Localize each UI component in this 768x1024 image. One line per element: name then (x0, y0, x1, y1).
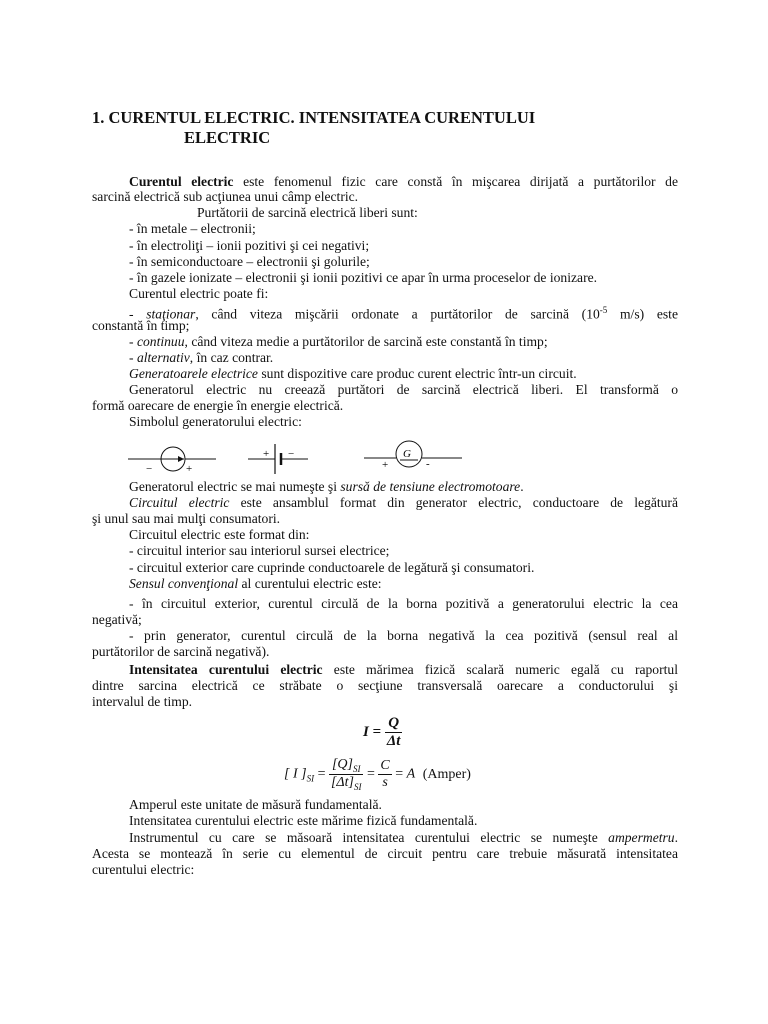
circuit-made-of: Circuitul electric este format din: (129, 527, 310, 542)
title-line-2: ELECTRIC (184, 128, 271, 147)
unit-num-text: [Q] (331, 757, 353, 772)
term-ampermetru: ampermetru (608, 830, 675, 845)
unit-equals-3: = (395, 766, 404, 782)
symbol-intro: Simbolul generatorului electric: (129, 414, 302, 429)
unit-equals: = (317, 766, 326, 782)
carriers-intro: Purtătorii de sarcină electrică liberi sunt: (197, 205, 418, 220)
circuit-line-2: şi unul sau mai mulţi consumatori. (92, 511, 281, 526)
generator-symbol-battery (248, 444, 308, 474)
formula-unit (284, 757, 471, 792)
definition-line-2: sarcină electrică sub acţiunea unui câmp electric. (92, 189, 359, 204)
period: . (674, 830, 678, 845)
formula-fraction (385, 715, 403, 750)
definition-text: este fenomenul fizic care constă în mişcarea dirijată a purtătorilor de (233, 174, 678, 189)
continuous-text: , când viteza medie a purtătorilor de sarcină este constantă în timp; (184, 334, 548, 349)
page-title (92, 108, 536, 147)
ammeter-line-2: Acesta se montează în serie cu elementul de circuit pentru care trebuie măsurată intensitatea (92, 846, 678, 861)
intensity-line-3: intervalul de timp. (92, 694, 193, 709)
term-continuu: continuu (136, 334, 185, 349)
plus-label: + (382, 459, 389, 471)
intensity-text: este mărimea fizică scalară numeric egală cu raportul (322, 662, 678, 677)
term-generatoarele: Generatoarele electrice (129, 366, 258, 381)
term-intensitatea: Intensitatea curentului electric (129, 662, 323, 677)
term-sursa: sursă de tensiune electromotoare (340, 479, 521, 494)
generators-line (129, 366, 577, 382)
unit-numerator (329, 757, 364, 775)
stationary-line-1 (129, 302, 678, 323)
intensity-fundamental: Intensitatea curentului electric este mărime fizică fundamentală. (129, 813, 478, 828)
plus-label: + (186, 463, 193, 475)
sense-line (129, 576, 382, 592)
exponent: -5 (599, 305, 608, 315)
term-sensul: Sensul convenţional (129, 576, 239, 591)
sense-generator-line-1: - prin generator, curentul circulă de la borna negativă la cea pozitivă (sensul real al (129, 628, 678, 643)
unit-coulomb: C (380, 757, 390, 773)
sense-text: al curentului electric este: (238, 576, 382, 591)
generator-symbols-figure (120, 436, 470, 480)
generator-symbol-circle (128, 447, 216, 475)
unit-fraction-2 (378, 758, 391, 791)
formula-intensity (363, 715, 402, 750)
unit-denominator (329, 775, 364, 792)
emf-line (129, 479, 524, 495)
carrier-item: - în metale – electronii; (129, 221, 256, 236)
unit-text: m/s) este (607, 306, 678, 322)
sense-exterior-line-1: - în circuitul exterior, curentul circulă de la borna pozitivă a generatorului electric la cea (129, 596, 678, 611)
generator-symbol-g (364, 441, 462, 471)
formula-lhs: I (363, 723, 369, 740)
circuit-interior: - circuitul interior sau interiorul sursei electrice; (129, 543, 390, 558)
plus-label: + (263, 448, 270, 460)
emf-text: Generatorul electric se mai numeşte şi (129, 479, 341, 494)
unit-subscript: SI (306, 773, 315, 784)
formula-equals: = (372, 723, 382, 740)
alternating-line (129, 350, 273, 366)
unit-num-sub: SI (352, 763, 361, 774)
unit-den-text: [Δt] (330, 774, 354, 790)
unit-fraction-1 (329, 757, 364, 792)
sense-generator-line-2: purtătorilor de sarcină negativă). (92, 644, 270, 659)
minus-label: - (426, 458, 430, 470)
stationary-line-2: constantă în timp; (92, 318, 190, 333)
unit-equals-2: = (366, 766, 375, 782)
g-letter: G (403, 448, 411, 460)
term-alternativ: alternativ (136, 350, 190, 365)
period: . (520, 479, 524, 494)
dash: - (129, 334, 137, 349)
minus-label: − (288, 448, 295, 460)
generator-desc-line-1: Generatorul electric nu creează purtători de sarcină electrică liberi. El transformă o (129, 382, 678, 397)
carrier-item: - în semiconductoare – electronii şi golurile; (129, 254, 370, 269)
title-line-1: 1. CURENTUL ELECTRIC. INTENSITATEA CURENTULUI (92, 108, 536, 127)
formula-denominator: Δt (386, 733, 401, 749)
term-stationar: staţionar (146, 306, 196, 322)
unit-den-sub: SI (353, 781, 362, 792)
continuous-line (129, 334, 548, 350)
sense-exterior-line-2: negativă; (92, 612, 142, 627)
ampere-fundamental: Amperul este unitate de măsură fundamentală. (129, 797, 382, 812)
term-circuitul: Circuitul electric (129, 495, 230, 510)
minus-label: − (146, 463, 153, 475)
unit-second: s (382, 774, 388, 790)
alternating-text: , în caz contrar. (189, 350, 274, 365)
generators-text: sunt dispozitive care produc curent electric într-un circuit. (257, 366, 577, 381)
definition-line-1 (129, 174, 678, 190)
generator-desc-line-2: formă oarecare de energie în energie electrică. (92, 398, 344, 413)
stationary-text: , când viteza mişcării ordonate a purtătorilor de sarcină (10 (195, 306, 600, 322)
unit-ampere-symbol: A (406, 766, 416, 782)
unit-ampere-name: (Amper) (422, 766, 471, 782)
dash: - (129, 350, 137, 365)
circuit-text: este ansamblul format din generator electric, conductoare de legătură (229, 495, 678, 510)
dash: - (129, 306, 147, 322)
ammeter-line-3: curentului electric: (92, 862, 195, 877)
intensity-line-2: dintre sarcina electrică ce străbate o secţiune transversală oarecare a conductorului şi (92, 678, 678, 693)
ammeter-text: Instrumentul cu care se măsoară intensitatea curentului electric se numeşte (129, 830, 609, 845)
term-curentul-electric: Curentul electric (129, 174, 234, 189)
carrier-item: - în gazele ionizate – electronii şi ionii pozitivi ce apar în urma proceselor de ionizare. (129, 270, 598, 285)
ammeter-line-1 (129, 830, 678, 846)
circuit-line-1 (129, 495, 678, 511)
carrier-item: - în electroliţi – ionii pozitivi şi cei negativi; (129, 238, 370, 253)
circuit-exterior: - circuitul exterior care cuprinde conductoarele de legătură şi consumatori. (129, 560, 535, 575)
intensity-line-1 (129, 662, 678, 678)
can-be-line: Curentul electric poate fi: (129, 286, 269, 301)
formula-numerator: Q (385, 715, 403, 733)
unit-lhs: [ I ] (284, 766, 307, 782)
